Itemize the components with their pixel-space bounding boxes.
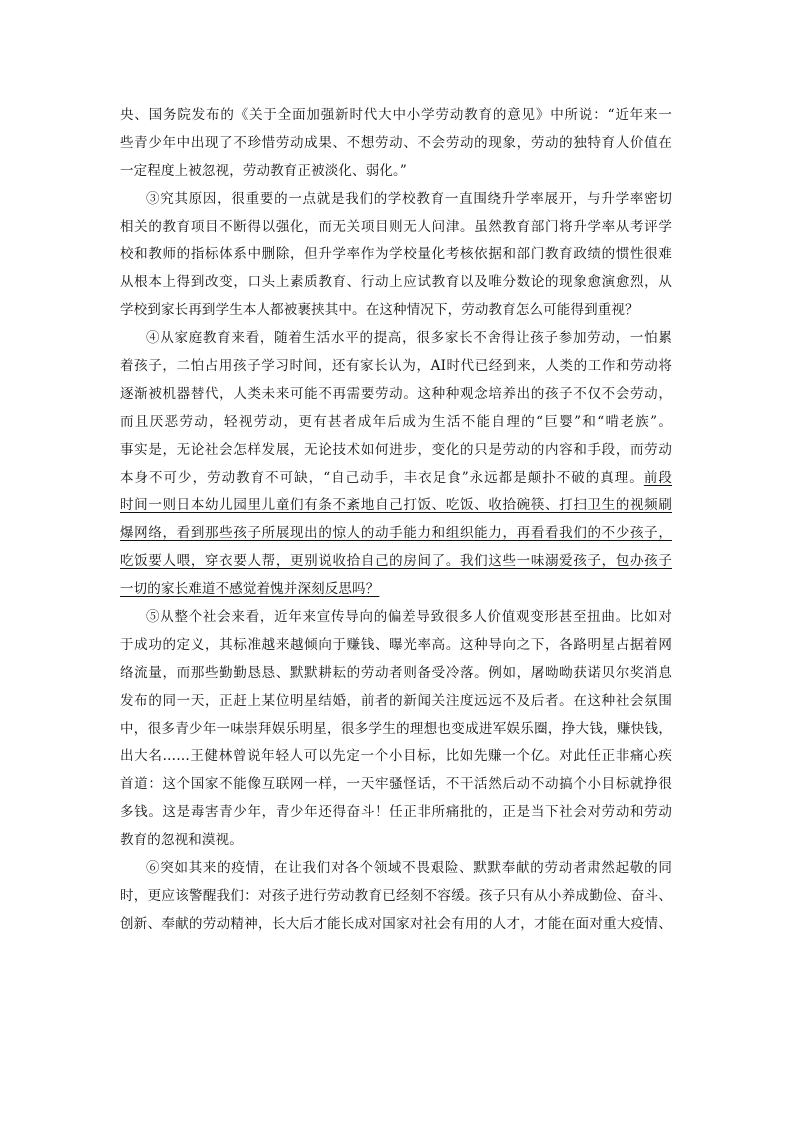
text-segment: 本身不可少，劳动教育不可缺，“自己动手，丰衣足食”永远都是颠扑不破的真理。: [120, 469, 644, 486]
text-line: ⑥突如其来的疫情，在让我们对各个领域不畏艰险、默默奉献的劳动者肃然起敬的同: [146, 860, 672, 877]
underlined-line: [120, 576, 672, 604]
underlined-text: 吃饭要人喂，穿衣要人帮，更别说收拾自己的房间了。我们这些一味溺爱孩子，包办孩子: [120, 553, 672, 570]
text-line: 络流量，而那些勤勤恳恳、默默耕耘的劳动者则备受冷落。例如，屠呦呦获诺贝尔奖消息: [120, 664, 672, 681]
underlined-text: 前段: [643, 469, 672, 486]
text-line: 一定程度上被忽视，劳动教育正被淡化、弱化。”: [120, 162, 407, 179]
document-body: [120, 102, 672, 939]
text-line: 教育的忽视和漠视。: [120, 832, 243, 849]
text-line: 而且厌恶劳动，轻视劳动，更有甚者成年后成为生活不能自理的“巨婴”和“啃老族”。: [120, 413, 672, 430]
text-line: 央、国务院发布的《关于全面加强新时代大中小学劳动教育的意见》中所说：“近年来一: [120, 107, 672, 123]
text-line: 着孩子，二怕占用孩子学习时间，还有家长认为，AI时代已经到来，人类的工作和劳动将: [120, 358, 672, 375]
text-line: 创新、奉献的劳动精神，长大后才能长成对国家对社会有用的人才，才能在面对重大疫情、: [120, 915, 672, 932]
paragraph-4: [120, 325, 672, 604]
text-line: 从根本上得到改变，口头上素质教育、行动上应试教育以及唯分数论的现象愈演愈烈，从: [120, 274, 672, 291]
text-line: 多钱。这是毒害青少年，青少年还得奋斗！任正非所痛批的，正是当下社会对劳动和劳动: [120, 804, 672, 821]
text-line: 首道：这个国家不能像互联网一样，一天牢骚怪话，不干活然后动不动搞个小目标就挣很: [120, 776, 672, 793]
text-line: 些青少年中出现了不珍惜劳动成果、不想劳动、不会劳动的现象，劳动的独特育人价值在: [120, 134, 672, 151]
underlined-line: [120, 548, 672, 576]
text-line: 相关的教育项目不断得以强化，而无关项目则无人问津。虽然教育部门将升学率从考评学: [120, 218, 672, 235]
underlined-text: 爆网络，看到那些孩子所展现出的惊人的动手能力和组织能力，再看看我们的不少孩子，: [120, 525, 672, 542]
paragraph-6: [120, 855, 672, 939]
text-line: 出大名……王健林曾说年轻人可以先定一个小目标，比如先赚一个亿。对此任正非痛心疾: [120, 748, 672, 765]
text-line: 发布的同一天，正赶上某位明星结婚，前者的新闻关注度远远不及后者。在这种社会氛围: [120, 692, 672, 709]
text-line: [120, 465, 672, 493]
paragraph-5: [120, 604, 672, 855]
text-line: 学校到家长再到学生本人都被裹挟其中。在这种情况下，劳动教育怎么可能得到重视？: [120, 302, 639, 319]
text-line: ⑤从整个社会来看，近年来宣传导向的偏差导致很多人价值观变形甚至扭曲。比如对: [146, 609, 672, 626]
underlined-line: [120, 492, 672, 520]
text-line: ③究其原因，很重要的一点就是我们的学校教育一直围绕升学率展开，与升学率密切: [146, 190, 672, 207]
text-line: 于成功的定义，其标准越来越倾向于赚钱、曝光率高。这种导向之下，各路明星占据着网: [120, 636, 672, 653]
text-line: 逐渐被机器替代，人类未来可能不再需要劳动。这种种观念培养出的孩子不仅不会劳动，: [120, 385, 672, 402]
underlined-text: 时间一则日本幼儿园里儿童们有条不紊地自己打饭、吃饭、收拾碗筷、打扫卫生的视频刷: [120, 497, 672, 514]
paragraph-1: [120, 102, 672, 186]
underlined-line: [120, 520, 672, 548]
paragraph-3: [120, 186, 672, 325]
text-line: 时，更应该警醒我们：对孩子进行劳动教育已经刻不容缓。孩子只有从小养成勤俭、奋斗、: [120, 887, 672, 904]
text-line: 事实是，无论社会怎样发展，无论技术如何进步，变化的只是劳动的内容和手段，而劳动: [120, 441, 672, 458]
underlined-text: 一切的家长难道不感觉着愧并深刻反思吗？: [120, 581, 380, 598]
text-line: ④从家庭教育来看，随着生活水平的提高，很多家长不舍得让孩子参加劳动，一怕累: [146, 330, 672, 347]
text-line: 中，很多青少年一味崇拜娱乐明星，很多学生的理想也变成进军娱乐圈，挣大钱，赚快钱，: [120, 720, 672, 737]
text-line: 校和教师的指标体系中删除，但升学率作为学校量化考核依据和部门教育政绩的惯性很难: [120, 246, 672, 263]
